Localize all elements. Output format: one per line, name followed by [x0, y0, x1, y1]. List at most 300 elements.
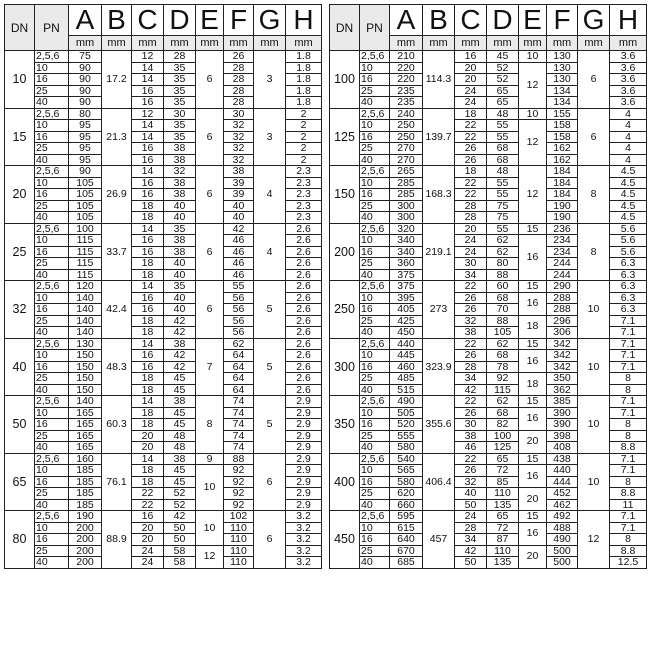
e-cell: 12 — [519, 120, 547, 166]
h-cell: 2.3 — [286, 212, 322, 224]
table-row — [330, 396, 647, 408]
e-cell: 10 — [196, 465, 224, 511]
pn-cell: 25 — [360, 200, 390, 212]
g-cell: 10 — [578, 396, 610, 454]
header-row — [330, 5, 647, 51]
h-cell: 2.3 — [286, 166, 322, 178]
c-cell: 26 — [455, 304, 487, 316]
d-cell: 48 — [164, 430, 196, 442]
f-cell: 190 — [547, 212, 578, 224]
b-cell: 76.1 — [102, 453, 132, 511]
h-cell: 2.6 — [286, 292, 322, 304]
pn-cell: 10 — [360, 465, 390, 477]
a-cell: 220 — [390, 62, 423, 74]
e-cell: 6 — [196, 108, 224, 166]
f-cell: 490 — [547, 534, 578, 546]
e-cell: 12 — [519, 166, 547, 224]
h-cell: 2 — [286, 143, 322, 155]
c-cell: 22 — [455, 189, 487, 201]
h-cell: 2.9 — [286, 453, 322, 465]
d-cell: 135 — [487, 557, 519, 569]
c-cell: 32 — [455, 315, 487, 327]
h-cell: 4.5 — [610, 166, 647, 178]
f-cell: 32 — [224, 143, 254, 155]
pn-cell: 16 — [35, 476, 69, 488]
pn-cell: 2,5,6 — [35, 453, 69, 465]
c-cell: 16 — [132, 177, 164, 189]
a-cell: 200 — [69, 545, 102, 557]
pn-cell: 16 — [360, 189, 390, 201]
f-cell: 500 — [547, 545, 578, 557]
a-cell: 95 — [69, 120, 102, 132]
f-cell: 110 — [224, 545, 254, 557]
pn-cell: 25 — [35, 85, 69, 97]
header-dn — [5, 5, 35, 51]
a-cell: 90 — [69, 85, 102, 97]
header-letter-h: H — [286, 5, 321, 36]
c-cell: 14 — [132, 120, 164, 132]
b-cell: 26.9 — [102, 166, 132, 224]
a-cell: 540 — [390, 453, 423, 465]
pn-cell: 10 — [35, 120, 69, 132]
h-cell: 7.1 — [610, 361, 647, 373]
d-cell: 48 — [164, 442, 196, 454]
pn-cell: 16 — [35, 74, 69, 86]
f-cell: 74 — [224, 442, 254, 454]
c-cell: 18 — [132, 200, 164, 212]
right-dimension-table — [329, 4, 647, 569]
e-cell: 15 — [519, 511, 547, 523]
dn-cell: 50 — [5, 396, 35, 454]
h-cell: 2 — [286, 154, 322, 166]
header-letter-e: E — [519, 5, 546, 36]
header-unit: mm — [461, 37, 480, 49]
h-cell: 2.3 — [286, 200, 322, 212]
d-cell: 58 — [164, 545, 196, 557]
dn-cell: 400 — [330, 453, 360, 511]
c-cell: 12 — [132, 51, 164, 63]
a-cell: 220 — [390, 74, 423, 86]
d-cell: 52 — [164, 499, 196, 511]
header-letter-a: A — [390, 5, 422, 36]
d-cell: 35 — [164, 97, 196, 109]
pn-cell: 2,5,6 — [35, 396, 69, 408]
a-cell: 100 — [69, 223, 102, 235]
f-cell: 92 — [224, 476, 254, 488]
header-col-a — [69, 5, 102, 51]
f-cell: 155 — [547, 108, 578, 120]
c-cell: 24 — [455, 511, 487, 523]
d-cell: 55 — [487, 120, 519, 132]
e-cell: 20 — [519, 488, 547, 511]
header-unit: mm — [138, 37, 157, 49]
f-cell: 32 — [224, 154, 254, 166]
d-cell: 55 — [487, 189, 519, 201]
a-cell: 165 — [69, 407, 102, 419]
f-cell: 350 — [547, 373, 578, 385]
c-cell: 18 — [132, 373, 164, 385]
d-cell: 42 — [164, 511, 196, 523]
f-cell: 288 — [547, 304, 578, 316]
d-cell: 40 — [164, 304, 196, 316]
pn-cell: 16 — [35, 419, 69, 431]
g-cell: 5 — [254, 281, 286, 339]
dn-cell: 300 — [330, 338, 360, 396]
c-cell: 40 — [455, 488, 487, 500]
pn-cell: 2,5,6 — [360, 453, 390, 465]
a-cell: 185 — [69, 488, 102, 500]
f-cell: 110 — [224, 557, 254, 569]
header-col-c — [455, 5, 487, 51]
f-cell: 234 — [547, 246, 578, 258]
c-cell: 28 — [455, 361, 487, 373]
a-cell: 580 — [390, 442, 423, 454]
f-cell: 42 — [224, 223, 254, 235]
f-cell: 38 — [224, 166, 254, 178]
pn-cell: 16 — [360, 246, 390, 258]
c-cell: 14 — [132, 338, 164, 350]
f-cell: 288 — [547, 292, 578, 304]
c-cell: 18 — [132, 327, 164, 339]
d-cell: 35 — [164, 131, 196, 143]
h-cell: 8 — [610, 430, 647, 442]
c-cell: 14 — [132, 74, 164, 86]
h-cell: 4 — [610, 131, 647, 143]
d-cell: 88 — [487, 269, 519, 281]
f-cell: 74 — [224, 419, 254, 431]
a-cell: 285 — [390, 189, 423, 201]
table-row — [5, 338, 322, 350]
header-unit: mm — [107, 37, 126, 49]
g-cell: 10 — [578, 281, 610, 339]
f-cell: 244 — [547, 258, 578, 270]
h-cell: 8.8 — [610, 442, 647, 454]
pn-cell: 40 — [360, 269, 390, 281]
h-cell: 7.1 — [610, 511, 647, 523]
d-cell: 82 — [487, 419, 519, 431]
pn-cell: 10 — [35, 350, 69, 362]
d-cell: 35 — [164, 62, 196, 74]
c-cell: 16 — [132, 235, 164, 247]
f-cell: 56 — [224, 315, 254, 327]
g-cell: 3 — [254, 51, 286, 109]
e-cell: 6 — [196, 281, 224, 339]
g-cell: 6 — [254, 453, 286, 511]
header-unit: mm — [618, 37, 638, 49]
pn-cell: 16 — [360, 74, 390, 86]
h-cell: 8.8 — [610, 545, 647, 557]
f-cell: 440 — [547, 465, 578, 477]
header-letter-f: F — [224, 5, 253, 36]
a-cell: 425 — [390, 315, 423, 327]
g-cell: 10 — [578, 338, 610, 396]
header-col-d — [164, 5, 196, 51]
e-cell: 16 — [519, 350, 547, 373]
pn-cell: 2,5,6 — [360, 281, 390, 293]
d-cell: 32 — [164, 166, 196, 178]
h-cell: 11 — [610, 499, 647, 511]
d-cell: 50 — [164, 522, 196, 534]
c-cell: 18 — [132, 315, 164, 327]
d-cell: 38 — [164, 338, 196, 350]
d-cell: 85 — [487, 476, 519, 488]
pn-cell: 10 — [360, 62, 390, 74]
f-cell: 438 — [547, 453, 578, 465]
b-cell: 60.3 — [102, 396, 132, 454]
d-cell: 52 — [487, 74, 519, 86]
a-cell: 80 — [69, 108, 102, 120]
pn-cell: 10 — [360, 350, 390, 362]
table-row — [5, 281, 322, 293]
pn-cell: 40 — [35, 269, 69, 281]
header-dn — [330, 5, 360, 51]
a-cell: 200 — [69, 557, 102, 569]
a-cell: 450 — [390, 327, 423, 339]
a-cell: 165 — [69, 419, 102, 431]
d-cell: 88 — [487, 315, 519, 327]
c-cell: 22 — [455, 338, 487, 350]
f-cell: 296 — [547, 315, 578, 327]
h-cell: 2 — [286, 108, 322, 120]
a-cell: 300 — [390, 212, 423, 224]
a-cell: 505 — [390, 407, 423, 419]
d-cell: 62 — [487, 235, 519, 247]
a-cell: 445 — [390, 350, 423, 362]
c-cell: 22 — [455, 177, 487, 189]
pn-cell: 16 — [35, 304, 69, 316]
pn-cell: 25 — [35, 430, 69, 442]
d-cell: 40 — [164, 292, 196, 304]
pn-cell: 16 — [360, 361, 390, 373]
f-cell: 134 — [547, 97, 578, 109]
a-cell: 565 — [390, 465, 423, 477]
f-cell: 130 — [547, 62, 578, 74]
a-cell: 150 — [69, 384, 102, 396]
c-cell: 14 — [132, 131, 164, 143]
e-cell: 12 — [196, 545, 224, 568]
a-cell: 150 — [69, 373, 102, 385]
pn-cell: 25 — [35, 545, 69, 557]
pn-cell: 25 — [35, 315, 69, 327]
f-cell: 444 — [547, 476, 578, 488]
d-cell: 45 — [164, 384, 196, 396]
b-cell: 33.7 — [102, 223, 132, 281]
a-cell: 670 — [390, 545, 423, 557]
dn-cell: 65 — [5, 453, 35, 511]
d-cell: 65 — [487, 511, 519, 523]
header-col-b — [102, 5, 132, 51]
h-cell: 7.1 — [610, 338, 647, 350]
h-cell: 2.3 — [286, 189, 322, 201]
g-cell: 3 — [254, 108, 286, 166]
header-col-g — [578, 5, 610, 51]
header-unit: mm — [396, 37, 416, 49]
header-unit: mm — [493, 37, 512, 49]
a-cell: 595 — [390, 511, 423, 523]
dn-cell: 350 — [330, 396, 360, 454]
f-cell: 408 — [547, 442, 578, 454]
e-cell: 15 — [519, 338, 547, 350]
a-cell: 440 — [390, 338, 423, 350]
c-cell: 24 — [132, 557, 164, 569]
c-cell: 22 — [132, 488, 164, 500]
h-cell: 3.6 — [610, 97, 647, 109]
f-cell: 74 — [224, 396, 254, 408]
h-cell: 4 — [610, 120, 647, 132]
a-cell: 490 — [390, 396, 423, 408]
h-cell: 4.5 — [610, 177, 647, 189]
a-cell: 265 — [390, 166, 423, 178]
table-row — [330, 166, 647, 178]
a-cell: 460 — [390, 361, 423, 373]
c-cell: 34 — [455, 534, 487, 546]
a-cell: 395 — [390, 292, 423, 304]
e-cell: 15 — [519, 453, 547, 465]
dn-cell: 125 — [330, 108, 360, 166]
d-cell: 35 — [164, 223, 196, 235]
f-cell: 390 — [547, 419, 578, 431]
table-row — [5, 396, 322, 408]
f-cell: 492 — [547, 511, 578, 523]
d-cell: 135 — [487, 499, 519, 511]
c-cell: 26 — [455, 143, 487, 155]
pn-cell: 25 — [360, 545, 390, 557]
d-cell: 65 — [487, 97, 519, 109]
c-cell: 18 — [132, 384, 164, 396]
d-cell: 52 — [487, 62, 519, 74]
h-cell: 4 — [610, 108, 647, 120]
a-cell: 130 — [69, 338, 102, 350]
h-cell: 3.2 — [286, 522, 322, 534]
header-unit: mm — [200, 37, 219, 49]
f-cell: 46 — [224, 235, 254, 247]
d-cell: 42 — [164, 350, 196, 362]
b-cell: 168.3 — [423, 166, 455, 224]
a-cell: 320 — [390, 223, 423, 235]
a-cell: 90 — [69, 62, 102, 74]
d-cell: 42 — [164, 361, 196, 373]
d-cell: 48 — [487, 108, 519, 120]
f-cell: 46 — [224, 246, 254, 258]
f-cell: 130 — [547, 51, 578, 63]
c-cell: 22 — [132, 499, 164, 511]
h-cell: 5.6 — [610, 235, 647, 247]
f-cell: 28 — [224, 62, 254, 74]
dn-cell: 80 — [5, 511, 35, 569]
b-cell: 17.2 — [102, 51, 132, 109]
header-pn-label: PN — [43, 20, 60, 35]
h-cell: 8 — [610, 419, 647, 431]
header-unit: mm — [429, 37, 448, 49]
d-cell: 45 — [164, 419, 196, 431]
c-cell: 14 — [132, 166, 164, 178]
c-cell: 38 — [455, 327, 487, 339]
pn-cell: 25 — [360, 315, 390, 327]
e-cell: 20 — [519, 545, 547, 568]
pn-cell: 25 — [360, 258, 390, 270]
pn-cell: 25 — [35, 488, 69, 500]
f-cell: 110 — [224, 522, 254, 534]
c-cell: 50 — [455, 499, 487, 511]
pn-cell: 2,5,6 — [360, 108, 390, 120]
d-cell: 70 — [487, 304, 519, 316]
pn-cell: 10 — [360, 235, 390, 247]
f-cell: 130 — [547, 74, 578, 86]
f-cell: 62 — [224, 338, 254, 350]
f-cell: 162 — [547, 154, 578, 166]
f-cell: 64 — [224, 350, 254, 362]
header-letter-g: G — [254, 5, 285, 36]
f-cell: 390 — [547, 407, 578, 419]
a-cell: 95 — [69, 131, 102, 143]
c-cell: 26 — [455, 154, 487, 166]
pn-cell: 40 — [35, 327, 69, 339]
h-cell: 7.1 — [610, 465, 647, 477]
b-cell: 355.6 — [423, 396, 455, 454]
f-cell: 398 — [547, 430, 578, 442]
g-cell: 5 — [254, 338, 286, 396]
a-cell: 405 — [390, 304, 423, 316]
pn-cell: 25 — [360, 373, 390, 385]
pn-cell: 40 — [35, 212, 69, 224]
c-cell: 26 — [455, 350, 487, 362]
d-cell: 62 — [487, 338, 519, 350]
a-cell: 360 — [390, 258, 423, 270]
c-cell: 16 — [132, 154, 164, 166]
e-cell: 18 — [519, 373, 547, 396]
h-cell: 4.5 — [610, 200, 647, 212]
f-cell: 64 — [224, 384, 254, 396]
f-cell: 342 — [547, 338, 578, 350]
h-cell: 8 — [610, 384, 647, 396]
h-cell: 2 — [286, 131, 322, 143]
dn-cell: 10 — [5, 51, 35, 109]
h-cell: 8.8 — [610, 488, 647, 500]
header-unit: mm — [75, 37, 95, 49]
f-cell: 92 — [224, 499, 254, 511]
header-unit: mm — [552, 37, 572, 49]
c-cell: 16 — [132, 143, 164, 155]
h-cell: 4.5 — [610, 189, 647, 201]
a-cell: 140 — [69, 292, 102, 304]
f-cell: 30 — [224, 108, 254, 120]
a-cell: 340 — [390, 235, 423, 247]
c-cell: 22 — [455, 281, 487, 293]
table-row — [5, 166, 322, 178]
a-cell: 685 — [390, 557, 423, 569]
h-cell: 2.6 — [286, 350, 322, 362]
header-letter-d: D — [487, 5, 518, 36]
h-cell: 2.6 — [286, 258, 322, 270]
g-cell: 5 — [254, 396, 286, 454]
pn-cell: 40 — [35, 154, 69, 166]
d-cell: 55 — [487, 131, 519, 143]
h-cell: 7.1 — [610, 396, 647, 408]
c-cell: 34 — [455, 269, 487, 281]
a-cell: 270 — [390, 154, 423, 166]
a-cell: 340 — [390, 246, 423, 258]
header-unit: mm — [260, 37, 279, 49]
a-cell: 115 — [69, 269, 102, 281]
d-cell: 72 — [487, 522, 519, 534]
d-cell: 75 — [487, 200, 519, 212]
h-cell: 2.9 — [286, 488, 322, 500]
b-cell: 273 — [423, 281, 455, 339]
header-letter-c: C — [455, 5, 486, 36]
c-cell: 42 — [455, 384, 487, 396]
d-cell: 38 — [164, 246, 196, 258]
h-cell: 2 — [286, 120, 322, 132]
